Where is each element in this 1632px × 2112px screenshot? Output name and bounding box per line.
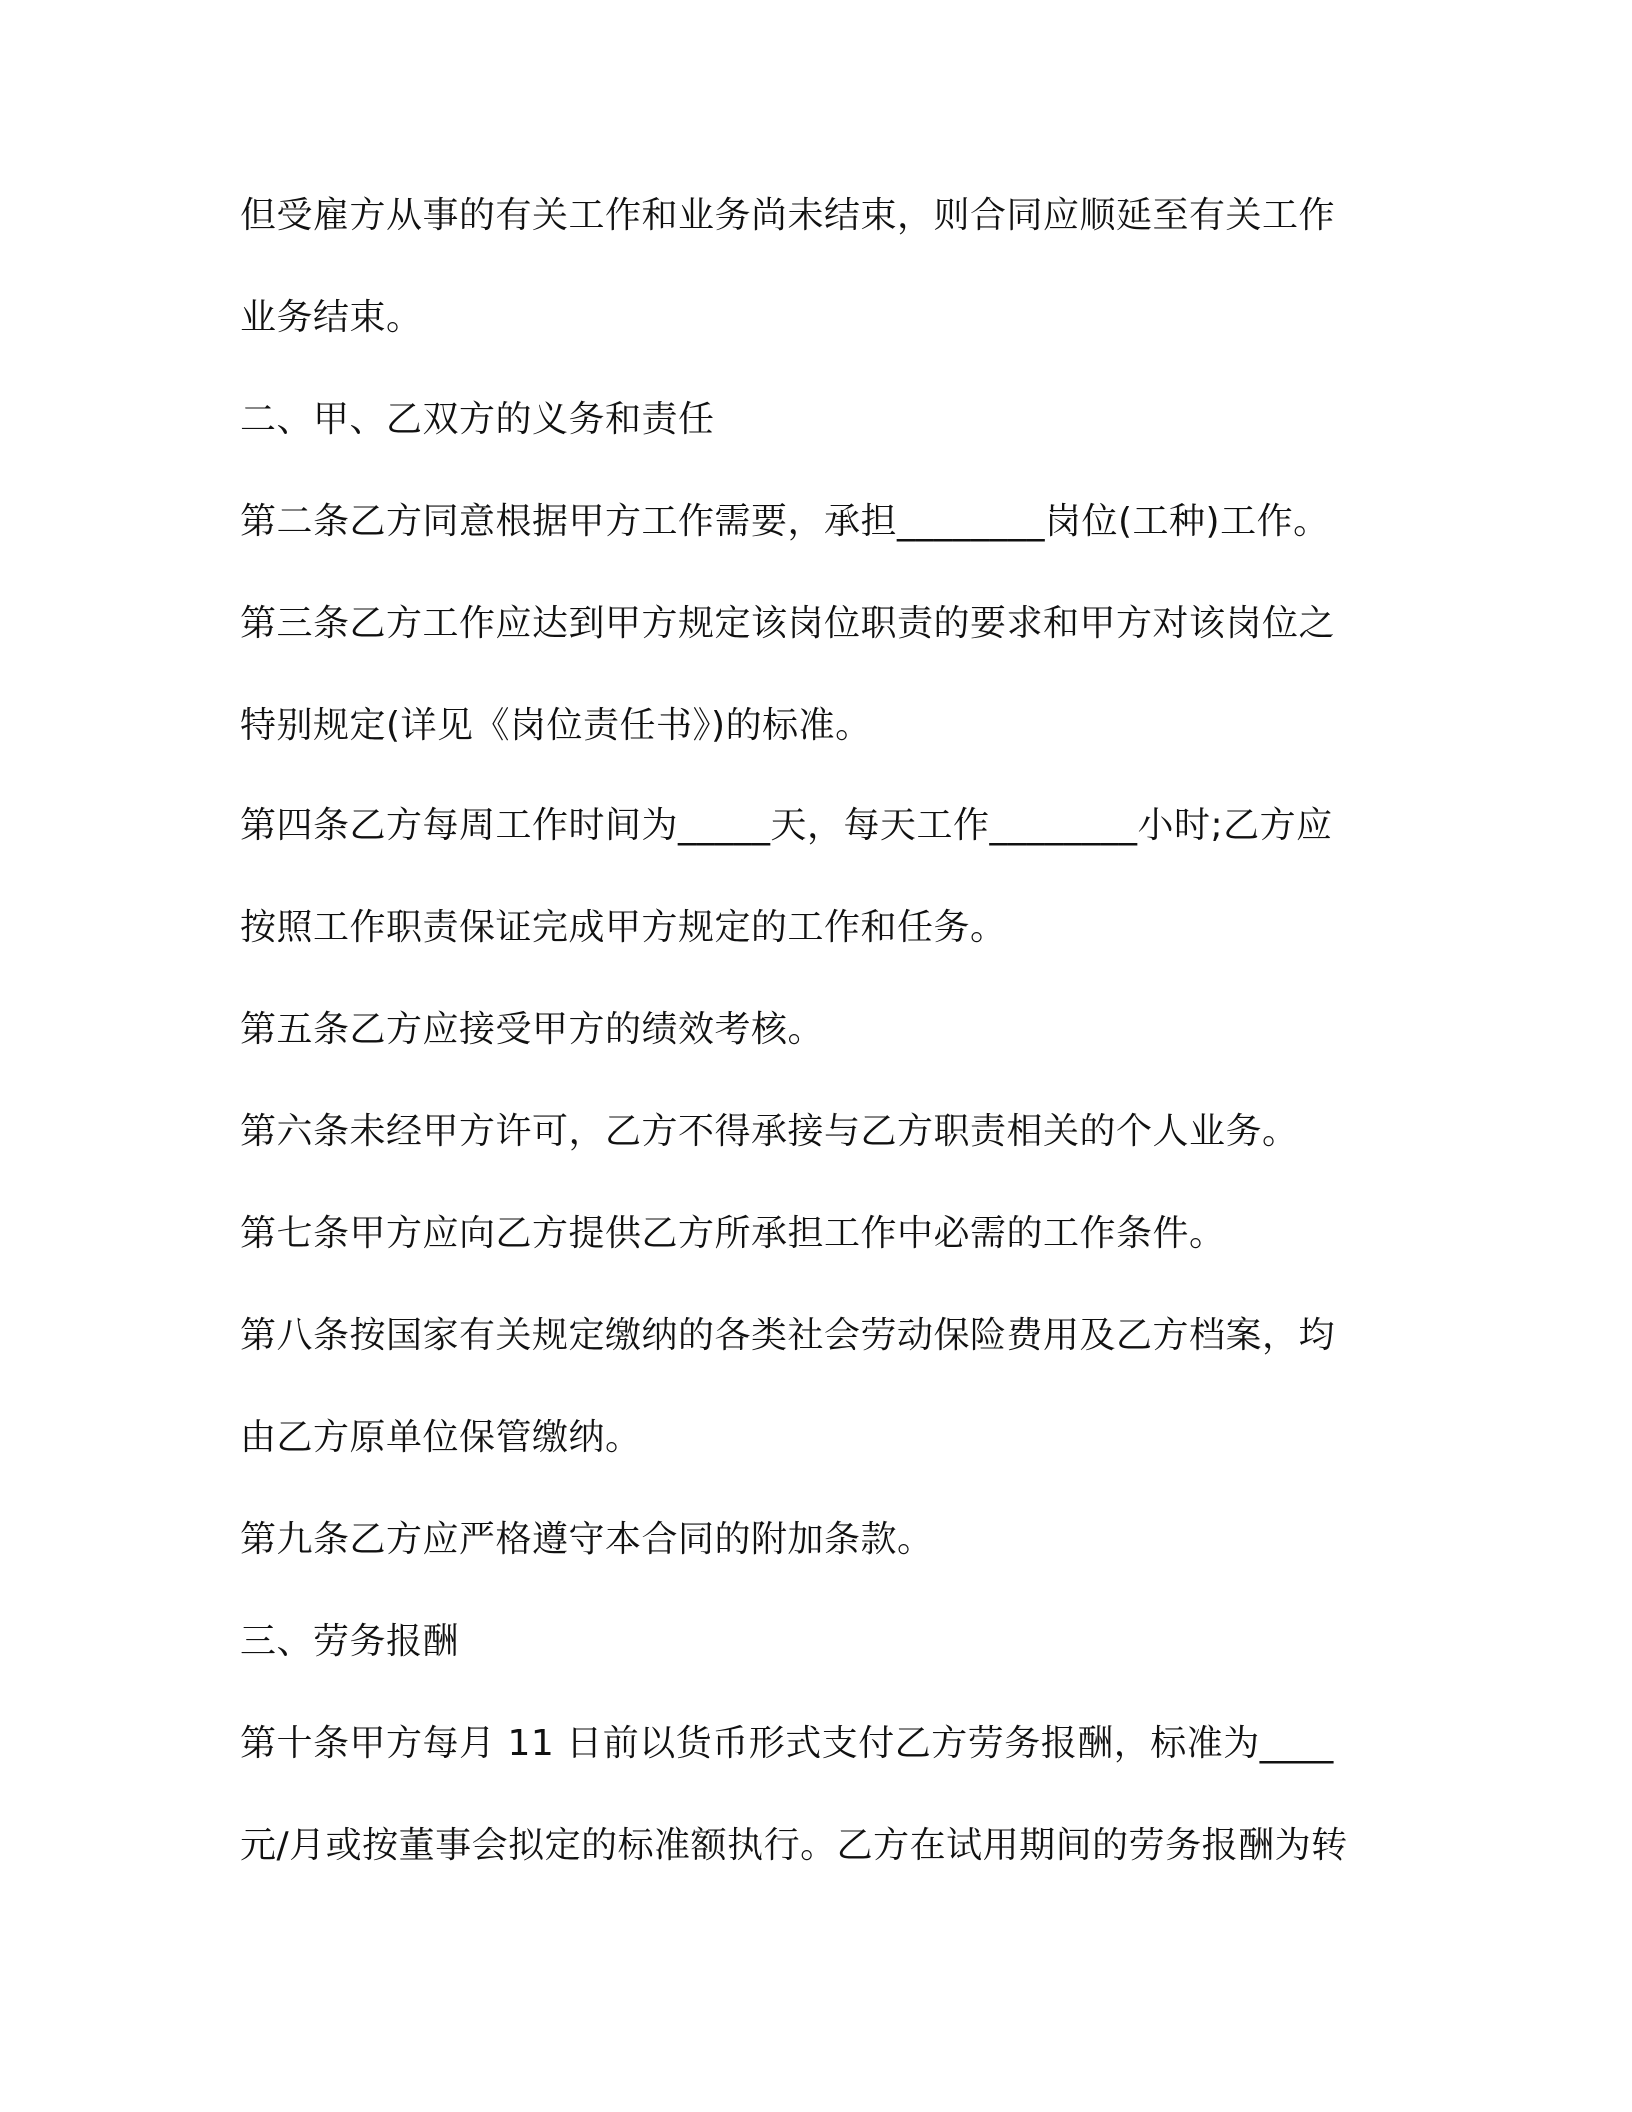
text-line: 第三条乙方工作应达到甲方规定该岗位职责的要求和甲方对该岗位之	[240, 603, 1336, 644]
text-line: 由乙方原单位保管缴纳。	[240, 1417, 642, 1458]
text-line: 按照工作职责保证完成甲方规定的工作和任务。	[240, 907, 1007, 948]
text-line: 第四条乙方每周工作时间为_____天，每天工作________小时;乙方应	[240, 805, 1333, 846]
text-line: 第五条乙方应接受甲方的绩效考核。	[240, 1009, 825, 1050]
text-line: 第二条乙方同意根据甲方工作需要，承担________岗位(工种)工作。	[240, 501, 1330, 542]
text-line: 特别规定(详见《岗位责任书》)的标准。	[240, 705, 872, 746]
text-line: 元/月或按董事会拟定的标准额执行。乙方在试用期间的劳务报酬为转	[240, 1825, 1348, 1866]
text-line: 业务结束。	[240, 297, 423, 338]
text-line: 第六条未经甲方许可，乙方不得承接与乙方职责相关的个人业务。	[240, 1111, 1299, 1152]
text-line: 第七条甲方应向乙方提供乙方所承担工作中必需的工作条件。	[240, 1213, 1226, 1254]
section-heading: 二、甲、乙双方的义务和责任	[240, 399, 715, 440]
text-line: 但受雇方从事的有关工作和业务尚未结束，则合同应顺延至有关工作	[240, 195, 1336, 236]
section-heading: 三、劳务报酬	[240, 1621, 460, 1662]
text-line: 第八条按国家有关规定缴纳的各类社会劳动保险费用及乙方档案，均	[240, 1315, 1336, 1356]
text-line: 第九条乙方应严格遵守本合同的附加条款。	[240, 1519, 934, 1560]
text-line: 第十条甲方每月 11 日前以货币形式支付乙方劳务报酬，标准为____	[240, 1723, 1334, 1764]
